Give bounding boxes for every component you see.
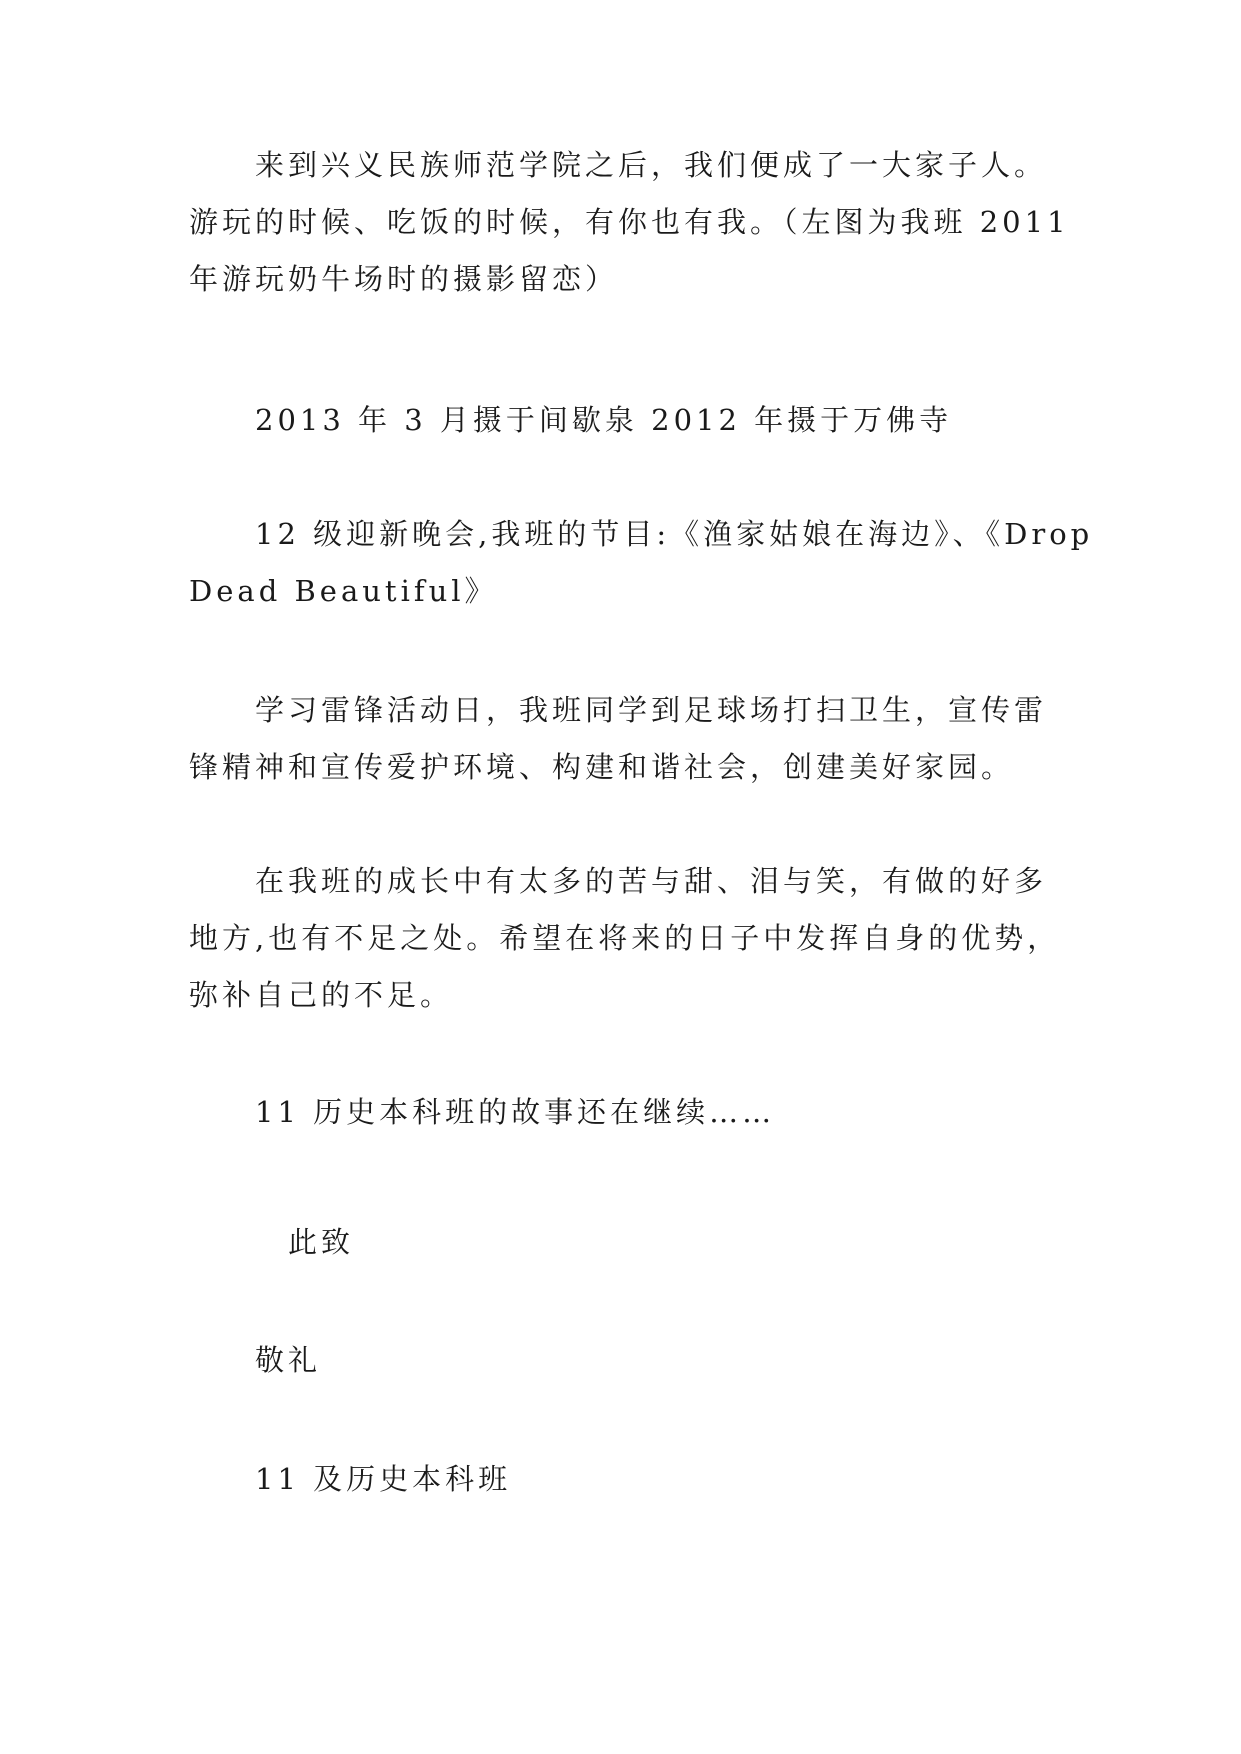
signature-class [189,1451,1069,1508]
closing-jing-li [189,1332,1069,1389]
paragraph-line: 此致 [189,1225,355,1259]
paragraph-line: 11 及历史本科班 [189,1462,512,1496]
paragraph-lei-feng-day [189,682,1069,796]
paragraph-line: 弥补自己的不足。 [189,978,454,1012]
paragraph-line: 游玩的时候、吃饭的时候，有你也有我。（左图为我班 2011 [189,205,1070,239]
closing-ci-zhi [189,1214,1069,1271]
paragraph-line: 12 级迎新晚会,我班的节目:《渔家姑娘在海边》、《Drop [189,517,1094,551]
paragraph-line: 地方,也有不足之处。希望在将来的日子中发挥自身的优势， [189,921,1061,955]
paragraph-photo-captions [189,392,1069,449]
paragraph-line: Dead Beautiful》 [189,574,498,608]
paragraph-line: 2013 年 3 月摄于间歇泉 2012 年摄于万佛寺 [189,403,953,437]
paragraph-line: 11 历史本科班的故事还在继续…… [189,1095,776,1129]
paragraph-line: 学习雷锋活动日，我班同学到足球场打扫卫生，宣传雷 [189,693,1048,727]
paragraph-line: 来到兴义民族师范学院之后，我们便成了一大家子人。 [189,148,1048,182]
paragraph-line: 在我班的成长中有太多的苦与甜、泪与笑，有做的好多 [189,864,1048,898]
paragraph-story-continues [189,1084,1069,1141]
paragraph-line: 锋精神和宣传爱护环境、构建和谐社会，创建美好家园。 [189,750,1015,784]
paragraph-growth [189,853,1069,1024]
paragraph-line: 年游玩奶牛场时的摄影留恋） [189,262,619,296]
paragraph-arrival [189,137,1069,308]
paragraph-welcome-party [189,506,1094,620]
paragraph-line: 敬礼 [189,1343,322,1377]
